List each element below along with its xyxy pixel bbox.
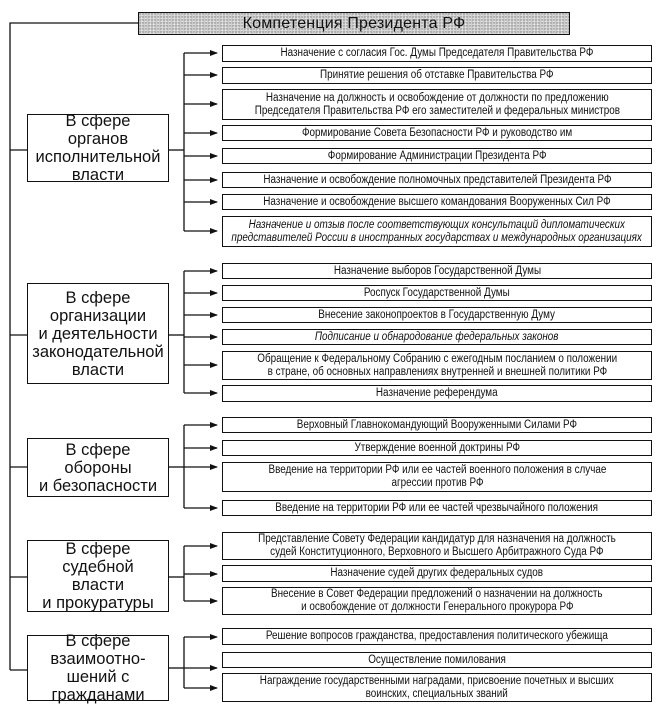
power-item-text: Назначение судей других федеральных судов [330,567,544,579]
power-item-text: в стране, об основных направлениях внутренней и внешней политики РФ [267,365,607,378]
category-executive-power [27,114,169,182]
power-item [222,329,652,345]
category-label-line: обороны [64,458,132,477]
category-label-line: В сфере [65,540,131,558]
power-item [222,628,652,645]
power-item-text: Назначение на должность и освобождение от должности по предложению [265,91,609,104]
power-item [222,194,652,210]
power-item [222,263,652,279]
power-item [222,89,652,120]
power-item-text: Введение на территории РФ или ее частей военного положения в случае [268,464,606,476]
power-item [222,532,652,560]
power-item [222,172,652,188]
power-item-text: Назначение референдума [376,387,498,399]
category-label-line: В сфере [65,112,131,130]
category-label-line: и прокуратуры [42,594,154,612]
category-label-line: органов [67,130,129,148]
power-item-text: Внесение законопроектов в Государственную Думу [318,308,556,321]
category-label-line: гражданами [51,686,145,704]
power-item-text: Назначение с согласия Гос. Думы Председателя Правительства РФ [280,47,594,59]
power-item-text: Утверждение военной доктрины РФ [354,441,520,454]
power-item-text: воинских, специальных званий [365,687,509,700]
power-item [222,500,652,516]
power-item [222,652,652,668]
power-item [222,462,652,492]
power-item-text: Председателя Правительства РФ его заместителей и федеральных министров [254,104,620,117]
power-item-text: Введение на территории РФ или ее частей чрезвычайного положения [275,501,599,514]
category-label-line: шений с [66,668,130,686]
power-item-text: Формирование Совета Безопасности РФ и руководство им [301,126,573,139]
power-item-text: и освобождение от должности Генерального прокурора РФ [300,601,574,613]
category-label-line: взаимоотно- [50,650,146,668]
category-defense-security [27,438,169,497]
category-label-line: исполнительной [35,148,161,166]
category-label-line: законодательной [32,342,164,361]
power-item-text: Формирование Администрации Президента РФ [327,149,547,162]
category-citizen-relations [27,632,169,704]
power-item-text: Верховный Главнокомандующий Вооруженными Силами РФ [296,418,578,431]
power-item-text: Назначение и отзыв после соответствующих консультаций дипломатических [248,218,626,231]
power-item [222,67,652,84]
category-legislative-power [27,283,169,384]
category-label-line: организации [49,306,147,325]
power-item [222,148,652,164]
power-item-text: судей Конституционного, Верховного и Высшего Арбитражного Суда РФ [270,546,604,558]
power-item-text: Внесение в Совет Федерации предложений о назначении на должность [271,588,603,600]
power-item-text: агрессии против РФ [390,477,483,489]
power-item-text: Представление Совету Федерации кандидатур для назначения на должность [258,533,616,545]
category-label-line: и безопасности [38,476,158,495]
category-judiciary-prosecution [27,540,169,612]
power-item [222,216,652,247]
power-item-text: Подписание и обнародование федеральных законов [315,330,559,343]
category-label-line: В сфере [65,288,131,307]
power-item-text: Назначение и освобождение высшего командования Вооруженных Сил РФ [263,195,611,208]
diagram-title-box [138,12,570,35]
power-item-text: Осуществление помилования [368,653,506,666]
power-item-text: Обращение к Федеральному Собранию с ежегодным посланием о положении [257,352,617,365]
category-label-line: судебной [62,558,134,576]
power-item [222,417,652,433]
power-item [222,307,652,323]
power-item [222,673,652,702]
power-item [222,351,652,380]
category-label-line: В сфере [65,632,131,650]
category-label-line: власти [71,576,125,594]
power-item-text: Назначение и освобождение полномочных представителей Президента РФ [262,173,612,186]
category-label-line: и деятельности [38,324,158,343]
category-label-line: власти [71,360,125,379]
power-item-text: Назначение выборов Государственной Думы [333,264,541,277]
power-item [222,385,652,402]
power-item [222,440,652,456]
category-label-line: В сфере [65,440,131,459]
power-item-text: Принятие решения об отставке Правительства РФ [320,69,554,81]
power-item [222,565,652,582]
power-item [222,45,652,62]
power-item [222,587,652,615]
diagram-title: Компетенция Президента РФ [242,14,466,32]
power-item-text: Роспуск Государственной Думы [364,286,510,299]
power-item [222,285,652,301]
category-label-line: власти [71,166,125,184]
power-item-text: Решение вопросов гражданства, предоставления политического убежища [265,630,609,642]
power-item-text: представителей России в иностранных государствах и международных организациях [231,231,643,244]
power-item-text: Награждение государственными наградами, присвоение почетных и высших [260,674,614,687]
power-item [222,125,652,141]
